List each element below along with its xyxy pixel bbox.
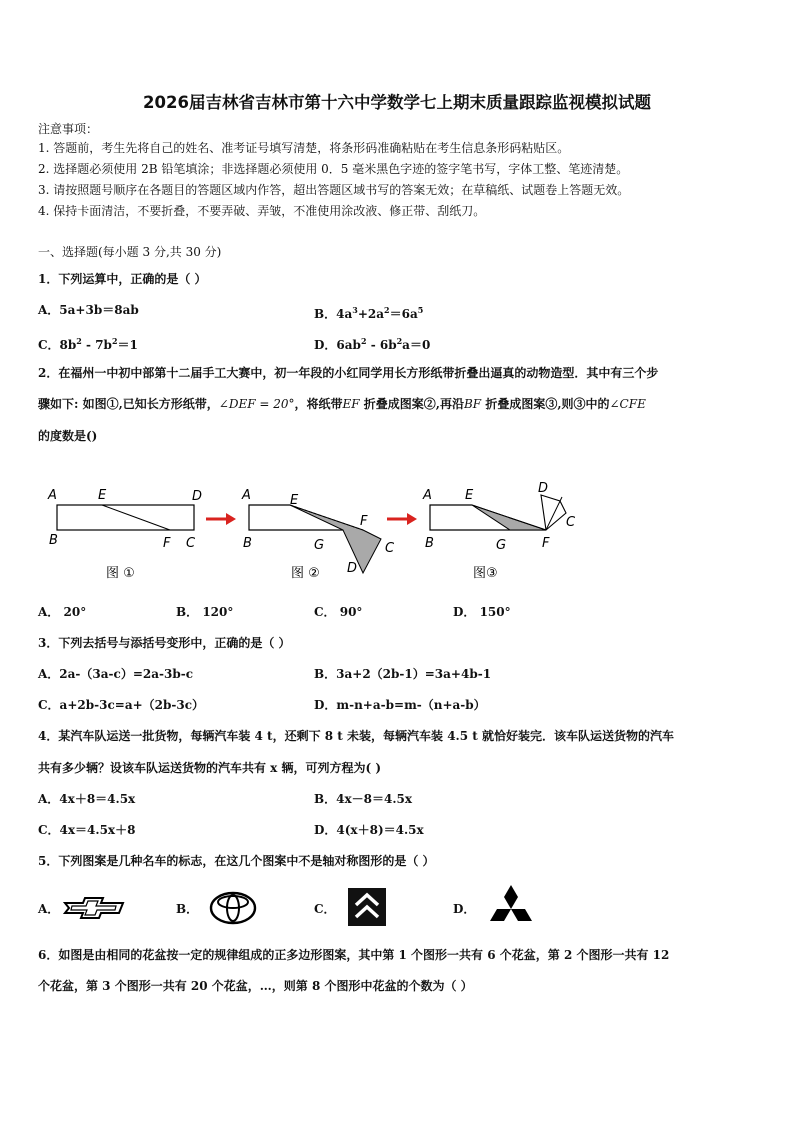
q2-line-2: 骤如下: 如图①,已知长方形纸带，∠DEF = 20°，将纸带EF 折叠成图案②,再沿BF 折叠成图案③,则③中的∠CFE [38, 397, 646, 411]
q2-line-1: 2．在福州一中初中部第十二届手工大赛中，初一年段的小红同学用长方形纸带折叠出逼真的动物造型．其中有三个步 [38, 366, 659, 380]
label-a: A [242, 488, 251, 503]
label-f: F [163, 536, 171, 551]
note-item-4: 4. 保持卡面清洁，不要折叠，不要弄破、弄皱，不准使用涂改液、修正带、刮纸刀。 [38, 204, 486, 218]
q1-option-b: B．$4a^3+2a^2=6a^5$ [314, 305, 424, 321]
q5-option-a: A． [38, 902, 60, 916]
q4-option-a: A．4x＋8＝4.5x [38, 792, 136, 806]
q4-option-b: B．4x－8＝4.5x [314, 792, 413, 806]
citroen-logo-icon [348, 888, 386, 926]
note-item-2: 2. 选择题必须使用 2B 铅笔填涂；非选择题必须使用 0．5 毫米黑色字迹的签字笔书写，字体工整、笔迹清楚。 [38, 162, 629, 176]
note-item-1: 1. 答题前，考生先将自己的姓名、准考证号填写清楚，将条形码准确粘贴在考生信息条形码粘贴区。 [38, 141, 570, 155]
page-title: 2026届吉林省吉林市第十六中学数学七上期末质量跟踪监视模拟试题 [143, 93, 651, 112]
figure-1 [47, 488, 202, 581]
q5-option-b: B． [176, 902, 199, 916]
q4-line-2: 共有多少辆？设该车队运送货物的汽车共有 x 辆，可列方程为( ) [38, 761, 382, 775]
arrow-right-icon [206, 513, 236, 525]
label-a: A [423, 488, 432, 503]
section-heading: 一、选择题(每小题 3 分,共 30 分) [38, 245, 222, 259]
q5-option-d: D． [453, 902, 476, 916]
q2-option-b: B． 120° [176, 605, 234, 619]
arrow-right-icon [387, 513, 417, 525]
label-b: B [425, 536, 434, 551]
label-c: C [186, 536, 196, 551]
figure-3 [422, 481, 576, 581]
fold-line-ef [102, 505, 170, 530]
toyota-logo-icon [209, 891, 257, 925]
label-g: G [314, 538, 325, 553]
label-f: F [542, 536, 550, 551]
label-d: D [192, 489, 203, 504]
q5-stem: 5．下列图案是几种名车的标志，在这几个图案中不是轴对称图形的是（ ） [38, 854, 435, 868]
figure-1-caption: 图 ① [106, 566, 135, 581]
fold-figures [40, 478, 590, 588]
notes-heading: 注意事项： [38, 122, 99, 136]
q1-option-d: D．$6ab^2 - 6b^2a=0$ [314, 336, 431, 352]
q3-stem: 3．下列去括号与添括号变形中，正确的是（ ） [38, 636, 291, 650]
q5-option-c: C． [314, 902, 336, 916]
label-d: D [347, 561, 358, 576]
label-b: B [243, 536, 252, 551]
label-a: A [48, 488, 57, 503]
label-f: F [360, 514, 368, 529]
figure-3-caption: 图③ [473, 566, 498, 581]
figure-2 [241, 488, 395, 581]
q2-option-d: D． 150° [453, 605, 511, 619]
q1-option-c: C．$8b^2 - 7b^2=1$ [38, 336, 138, 352]
q2-option-c: C． 90° [314, 605, 363, 619]
q1-stem: 1．下列运算中，正确的是（ ） [38, 272, 207, 286]
label-g: G [496, 538, 507, 553]
label-c: C [566, 515, 576, 530]
label-e: E [465, 488, 474, 503]
q2-option-a: A． 20° [38, 605, 87, 619]
figure-2-caption: 图 ② [291, 566, 320, 581]
q3-option-c: C．a+2b-3c=a+（2b-3c） [38, 698, 205, 712]
q1-option-a: A．5a+3b＝8ab [38, 303, 139, 317]
label-c: C [385, 541, 395, 556]
label-e: E [98, 488, 107, 503]
note-item-3: 3. 请按照题号顺序在各题目的答题区域内作答，超出答题区域书写的答案无效；在草稿纸、试题卷上答题无效。 [38, 183, 630, 197]
q3-option-a: A．2a-（3a-c）=2a-3b-c [38, 667, 194, 681]
q4-line-1: 4．某汽车队运送一批货物，每辆汽车装 4 t，还剩下 8 t 未装，每辆汽车装 4.5 t 就恰好装完．该车队运送货物的汽车 [38, 729, 674, 743]
chevrolet-logo-icon [63, 896, 125, 920]
mitsubishi-logo-icon [486, 884, 536, 926]
q2-line-3: 的度数是() [38, 429, 98, 443]
q4-option-d: D．4(x＋8)＝4.5x [314, 823, 424, 837]
q6-line-1: 6．如图是由相同的花盆按一定的规律组成的正多边形图案，其中第 1 个图形一共有 6 个花盆，第 2 个图形一共有 12 [38, 948, 670, 962]
q4-option-c: C．4x＝4.5x＋8 [38, 823, 136, 837]
label-d: D [538, 481, 549, 496]
label-b: B [49, 533, 58, 548]
q3-option-b: B．3a+2（2b-1）=3a+4b-1 [314, 667, 492, 681]
paper-strip-rect [57, 505, 194, 530]
q6-line-2: 个花盆，第 3 个图形一共有 20 个花盆，…，则第 8 个图形中花盆的个数为（ ） [38, 979, 473, 993]
label-e: E [290, 493, 299, 508]
q3-option-d: D．m-n+a-b=m-（n+a-b） [314, 698, 486, 712]
